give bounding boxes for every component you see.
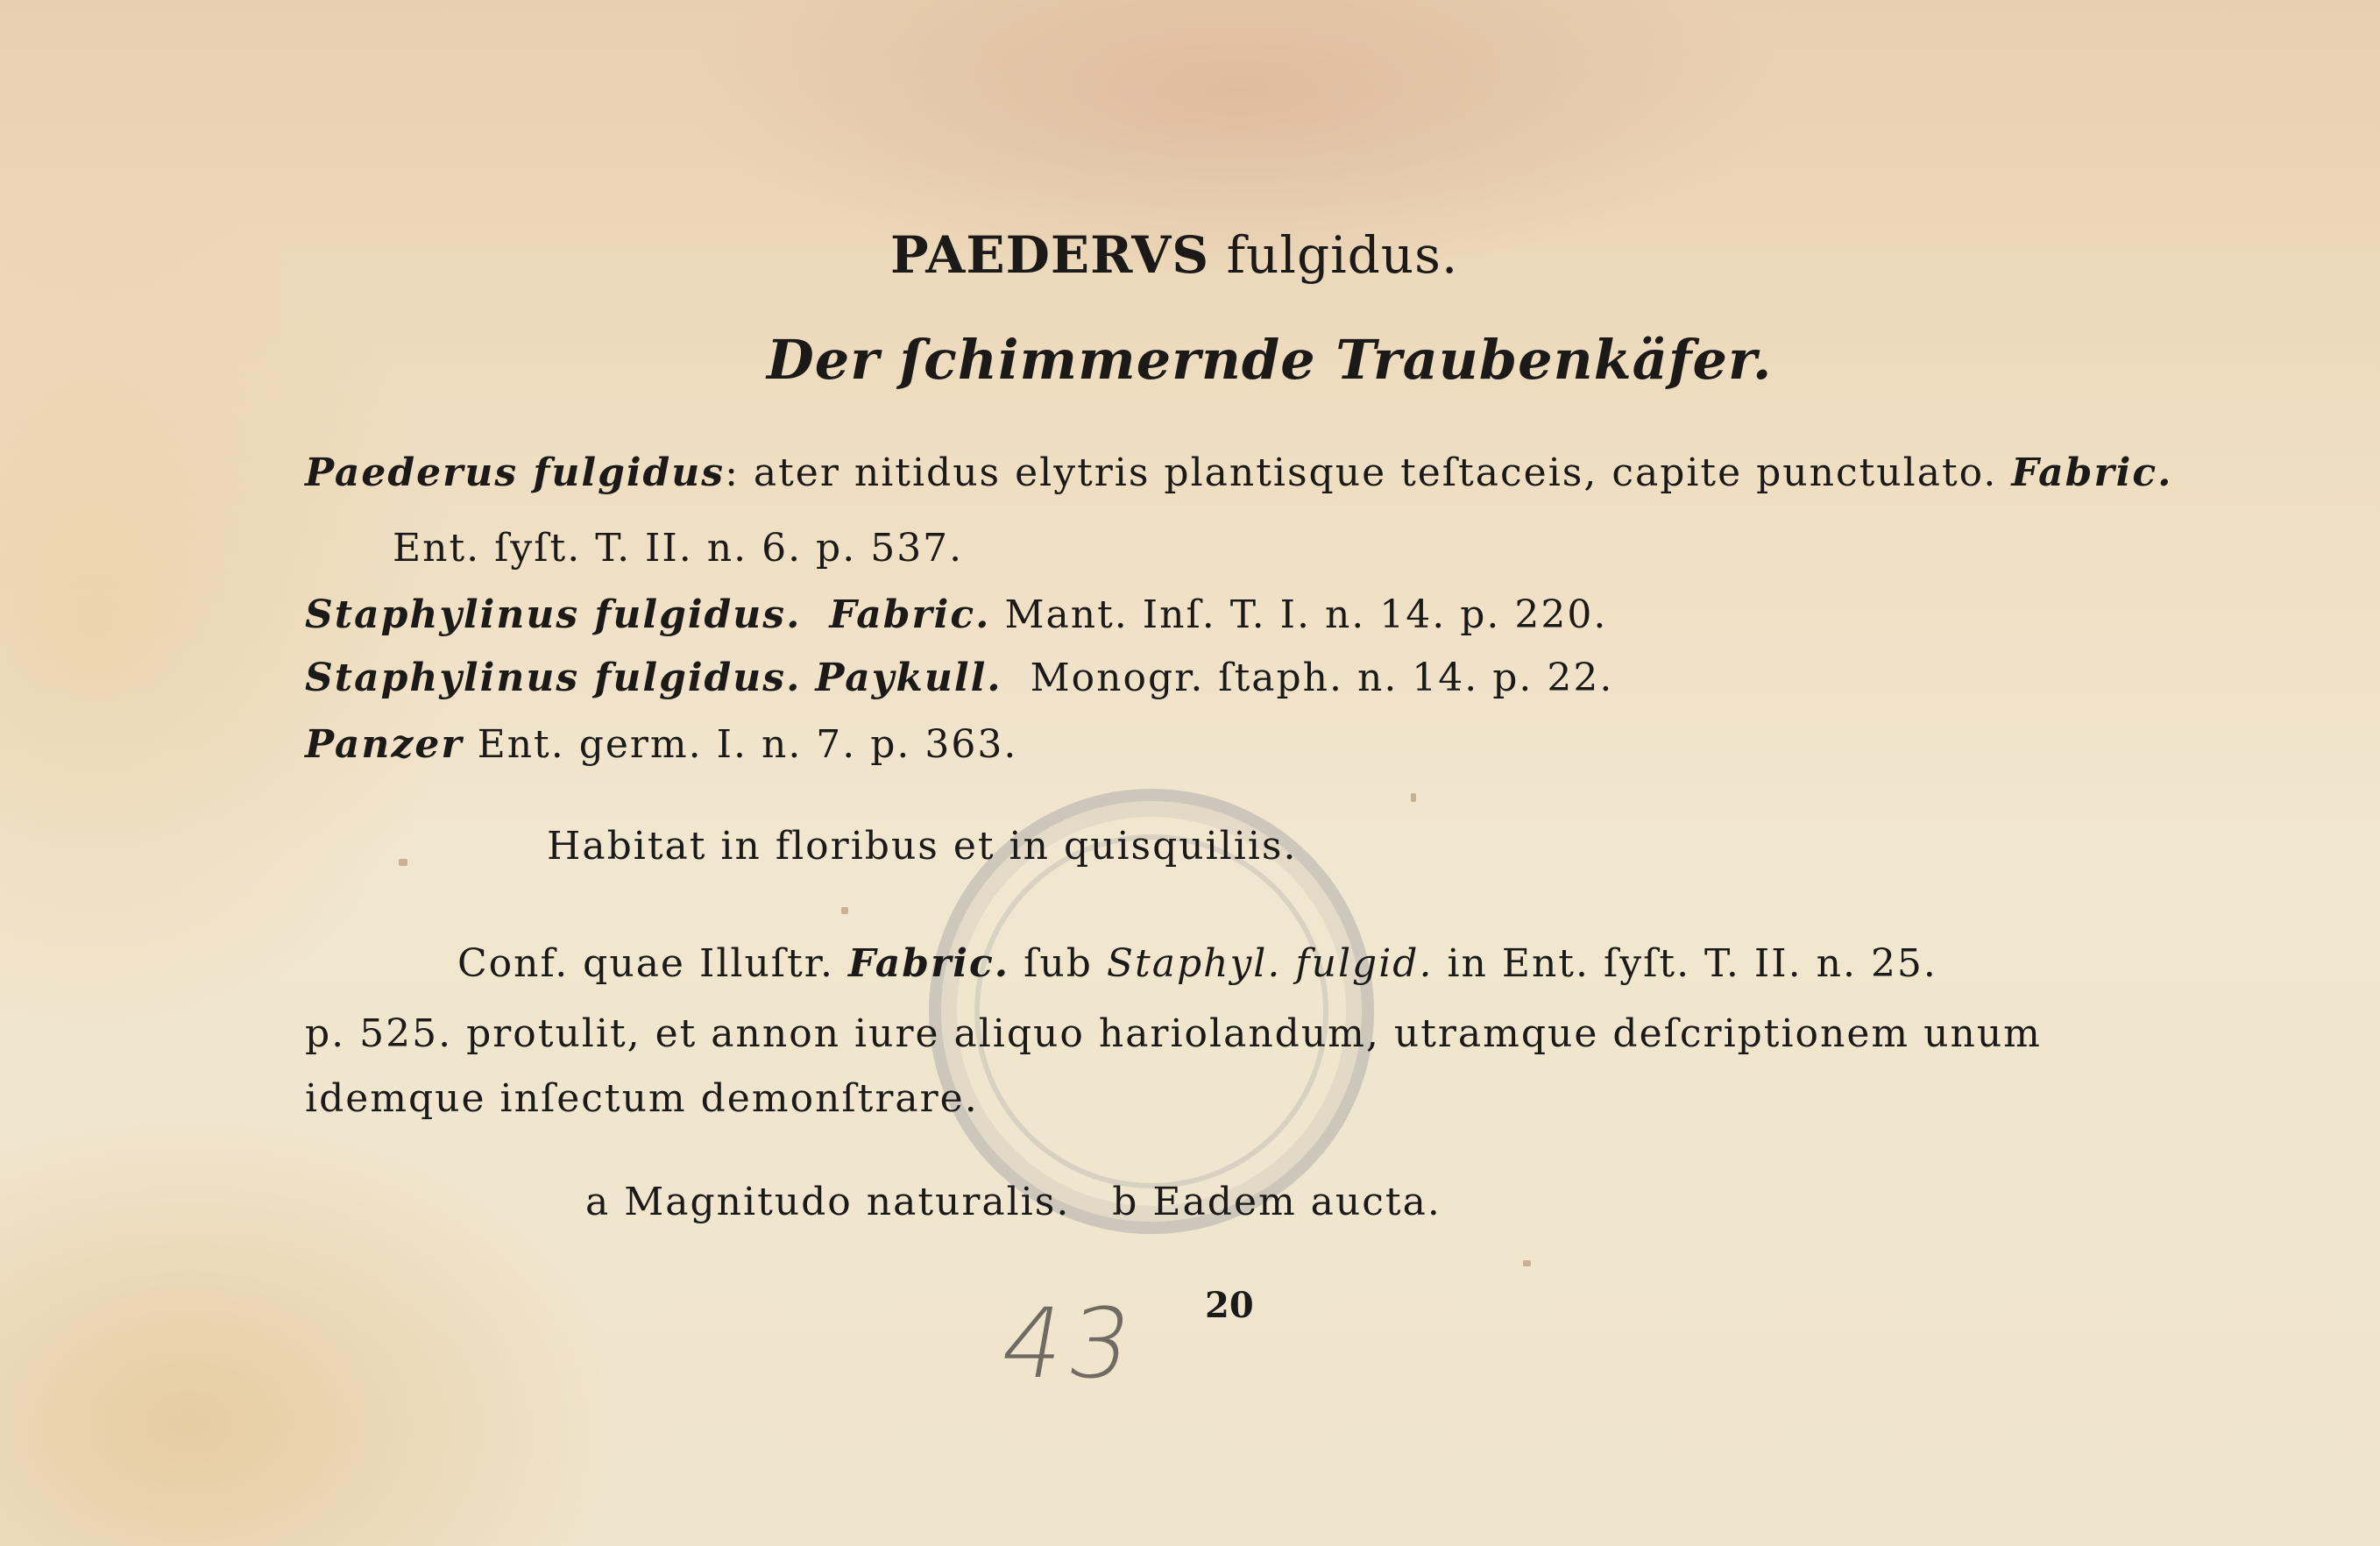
synonym-author: Fabric. [829, 592, 991, 637]
synonym-author: Fabric. [2011, 450, 2173, 495]
synonym-reference: Mant. Inſ. T. I. n. 14. p. 220. [1004, 592, 1608, 637]
synonym-line-4 [305, 656, 1614, 700]
synonym-name: Paederus fulgidus [305, 450, 726, 495]
figure-caption: a Magnitudo naturalis. b Eadem aucta. [585, 1180, 1441, 1224]
page-title [890, 225, 1459, 285]
page-subtitle: Der ſchimmernde Traubenkäfer. [767, 328, 1773, 392]
habitat-text: Habitat in floribus et in quisquiliis. [547, 824, 1298, 869]
synonym-name: Staphylinus fulgidus. [305, 656, 802, 700]
title-species: fulgidus. [1226, 225, 1459, 285]
conf-text: in Ent. ſyſt. T. II. n. 25. [1447, 941, 1937, 986]
synonym-reference: Monogr. ſtaph. n. 14. p. 22. [1030, 656, 1614, 700]
synonym-description: : ater nitidus elytris plantisque teſtaceis, capite punctulato. [725, 450, 1998, 495]
synonym-author: Panzer [305, 722, 464, 767]
synonym-author: Paykull. [815, 656, 1002, 700]
conf-text: ſub [1024, 941, 1093, 986]
conf-line-2: p. 525. protulit, et annon iure aliquo hariolandum, utramque deſcriptionem unum [305, 1011, 2042, 1056]
handwritten-number: 43 [992, 1287, 1146, 1400]
synonym-line-2: Ent. ſyſt. T. II. n. 6. p. 537. [393, 526, 964, 571]
conf-author: Fabric. [847, 941, 1010, 986]
synonym-line-5 [305, 722, 1018, 767]
conf-text: Conf. quae Illuſtr. [457, 941, 834, 986]
synonym-line-3 [305, 592, 1608, 637]
conf-line-3: idemque inſectum demonſtrare. [305, 1076, 979, 1121]
synonym-name: Staphylinus fulgidus. [305, 592, 802, 637]
conf-line-1 [457, 941, 1937, 986]
synonym-reference: Ent. germ. I. n. 7. p. 363. [477, 722, 1018, 767]
title-genus: PAEDERVS [890, 225, 1210, 285]
conf-species-name: Staphyl. fulgid. [1106, 941, 1434, 986]
page-number: 20 [1205, 1285, 1254, 1326]
synonym-line-1 [305, 450, 2173, 495]
